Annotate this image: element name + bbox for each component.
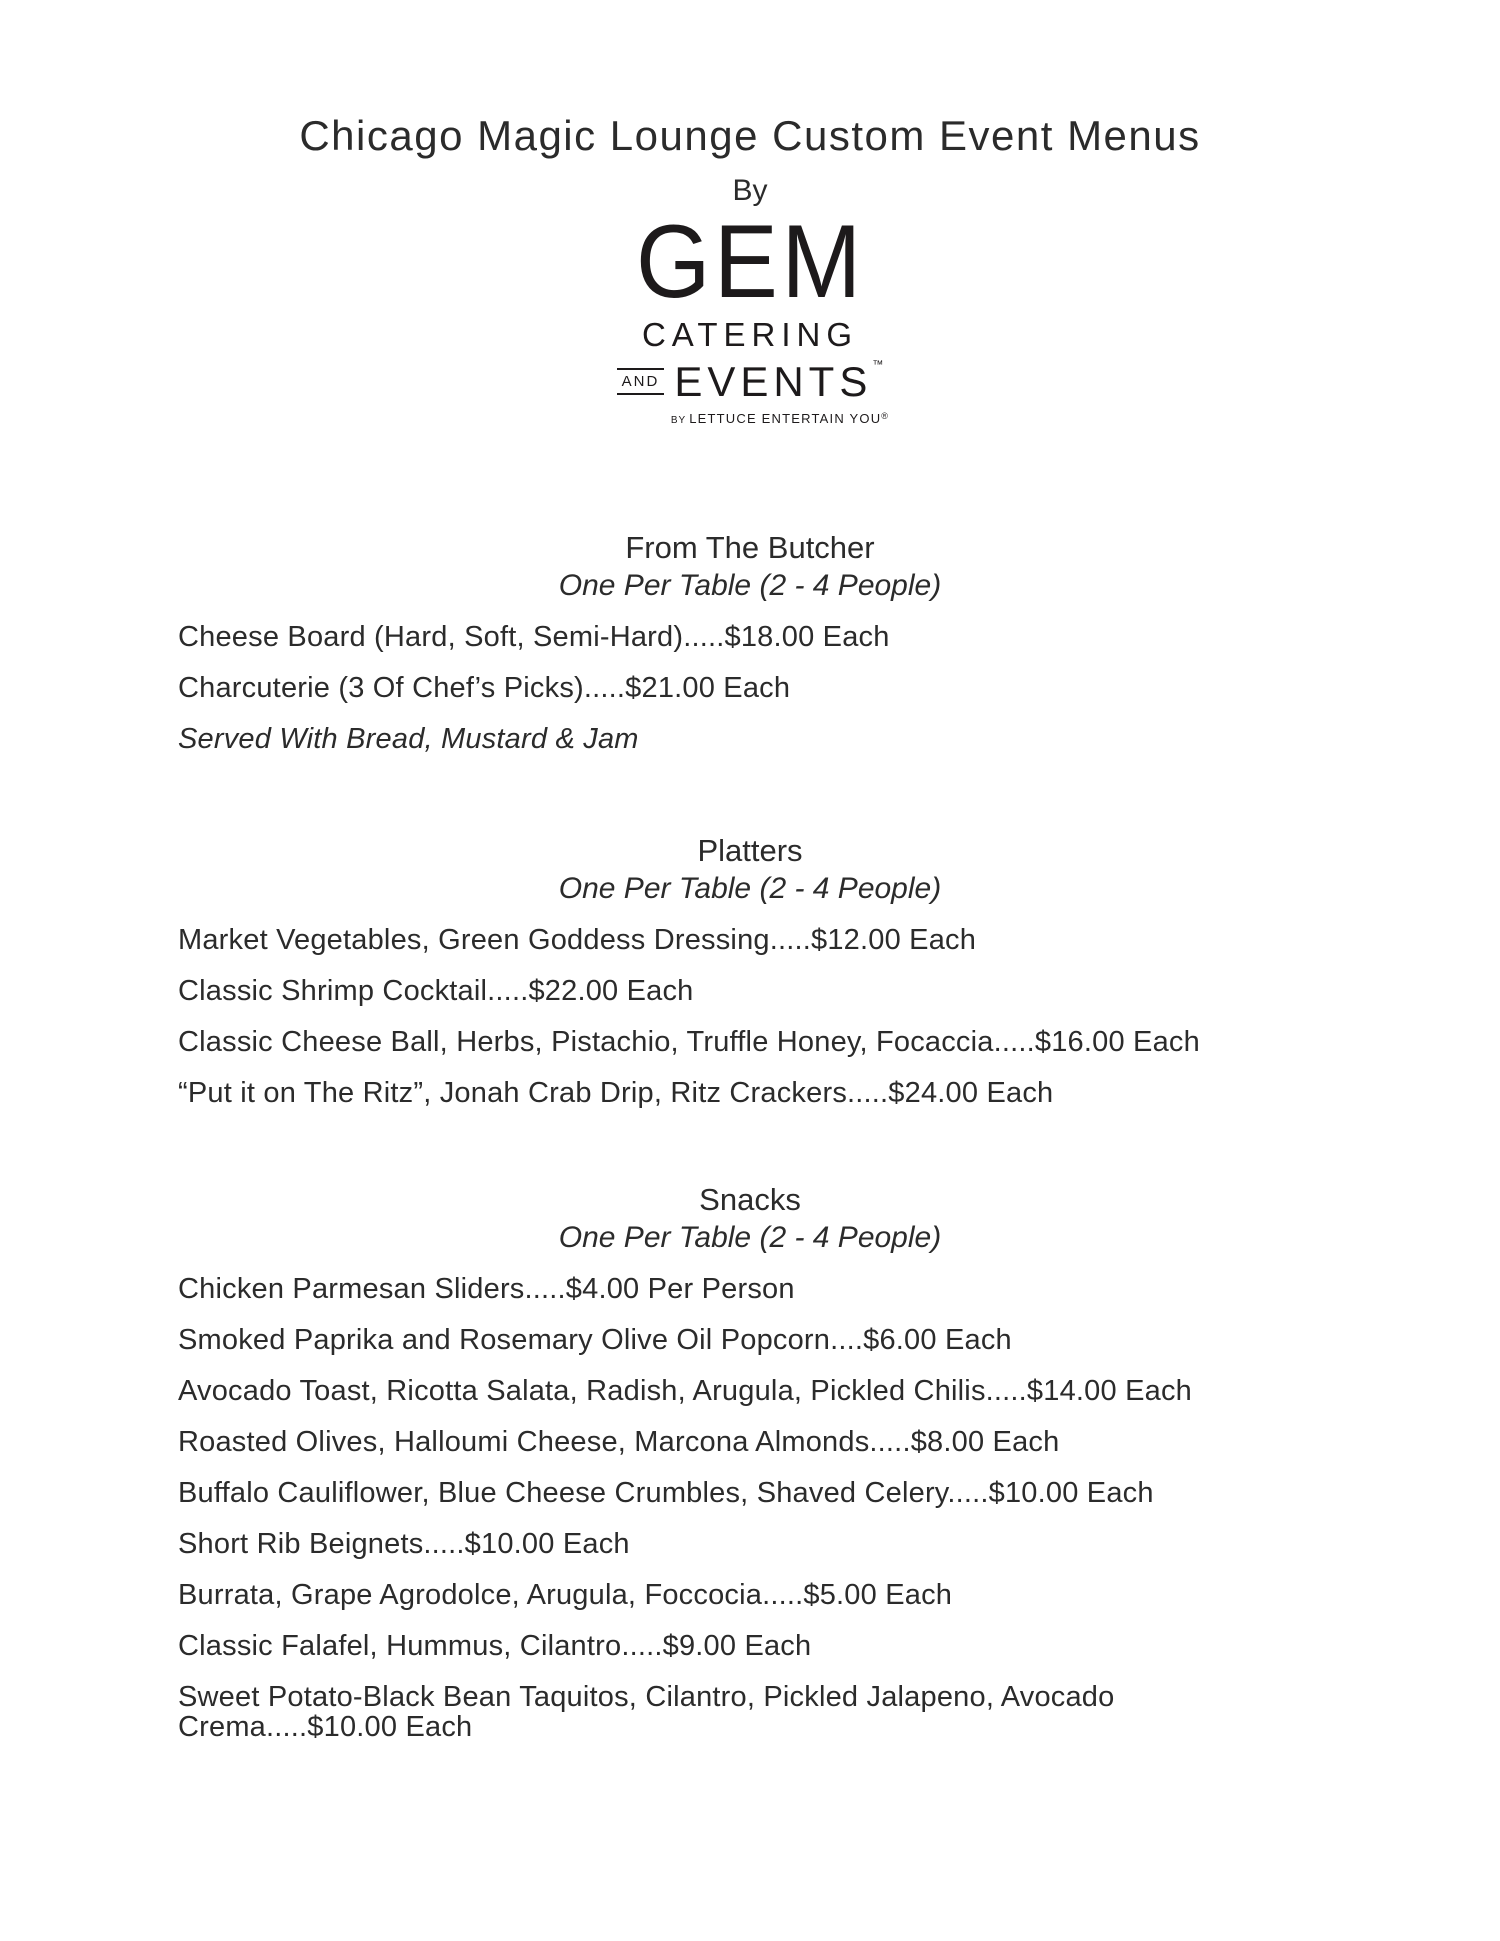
- page-title: Chicago Magic Lounge Custom Event Menus: [299, 112, 1201, 159]
- section-heading: Platters: [697, 832, 803, 868]
- logo-tagline-by: BY: [670, 414, 687, 426]
- section-subheading: One Per Table (2 - 4 People): [558, 871, 942, 905]
- section-heading: Snacks: [699, 1181, 801, 1217]
- logo-and-events-row: [617, 358, 884, 406]
- menu-item: Short Rib Beignets.....$10.00 Each: [178, 1527, 630, 1560]
- menu-item: Chicken Parmesan Sliders.....$4.00 Per Person: [178, 1272, 795, 1305]
- section-note: Served With Bread, Mustard & Jam: [178, 722, 639, 755]
- logo-tagline-text: LETTUCE ENTERTAIN YOU: [689, 410, 882, 426]
- gem-catering-logo: [178, 204, 1322, 426]
- logo-catering-text: CATERING: [641, 315, 859, 353]
- logo-events-text: [674, 358, 883, 406]
- menu-item: Classic Cheese Ball, Herbs, Pistachio, Truffle Honey, Focaccia.....$16.00 Each: [178, 1025, 1200, 1058]
- section-subheading: One Per Table (2 - 4 People): [558, 1220, 942, 1254]
- section-subheading: One Per Table (2 - 4 People): [558, 568, 942, 602]
- menu-item: Roasted Olives, Halloumi Cheese, Marcona Almonds.....$8.00 Each: [178, 1425, 1060, 1458]
- menu-item: Sweet Potato-Black Bean Taquitos, Cilantro, Pickled Jalapeno, Avocado Crema.....$10.00 Each: [178, 1680, 1115, 1743]
- logo-brand-text: GEM: [635, 204, 865, 321]
- logo-tagline: [671, 411, 889, 426]
- section-from-the-butcher: [178, 529, 1322, 754]
- logo-events-word: EVENTS: [674, 357, 873, 405]
- menu-item: Avocado Toast, Ricotta Salata, Radish, Arugula, Pickled Chilis.....$14.00 Each: [178, 1374, 1192, 1407]
- menu-item: Smoked Paprika and Rosemary Olive Oil Popcorn....$6.00 Each: [178, 1323, 1012, 1356]
- menu-item: Classic Falafel, Hummus, Cilantro.....$9.00 Each: [178, 1629, 812, 1662]
- menu-item: “Put it on The Ritz”, Jonah Crab Drip, Ritz Crackers.....$24.00 Each: [178, 1076, 1054, 1109]
- menu-item: Classic Shrimp Cocktail.....$22.00 Each: [178, 974, 694, 1007]
- menu-item: Burrata, Grape Agrodolce, Arugula, Foccocia.....$5.00 Each: [178, 1578, 953, 1611]
- menu-item: Buffalo Cauliflower, Blue Cheese Crumbles, Shaved Celery.....$10.00 Each: [178, 1476, 1154, 1509]
- section-heading: From The Butcher: [625, 529, 875, 565]
- byline: By: [732, 174, 768, 208]
- menu-item: Market Vegetables, Green Goddess Dressing.....$12.00 Each: [178, 923, 977, 956]
- registered-symbol: ®: [881, 410, 890, 421]
- menu-item: Cheese Board (Hard, Soft, Semi-Hard).....$18.00 Each: [178, 620, 890, 653]
- section-platters: [178, 832, 1322, 1108]
- trademark-symbol: ™: [872, 358, 884, 371]
- menu-item: Charcuterie (3 Of Chef’s Picks).....$21.00 Each: [178, 671, 791, 704]
- logo-and-text: AND: [617, 368, 665, 395]
- section-snacks: [178, 1181, 1322, 1742]
